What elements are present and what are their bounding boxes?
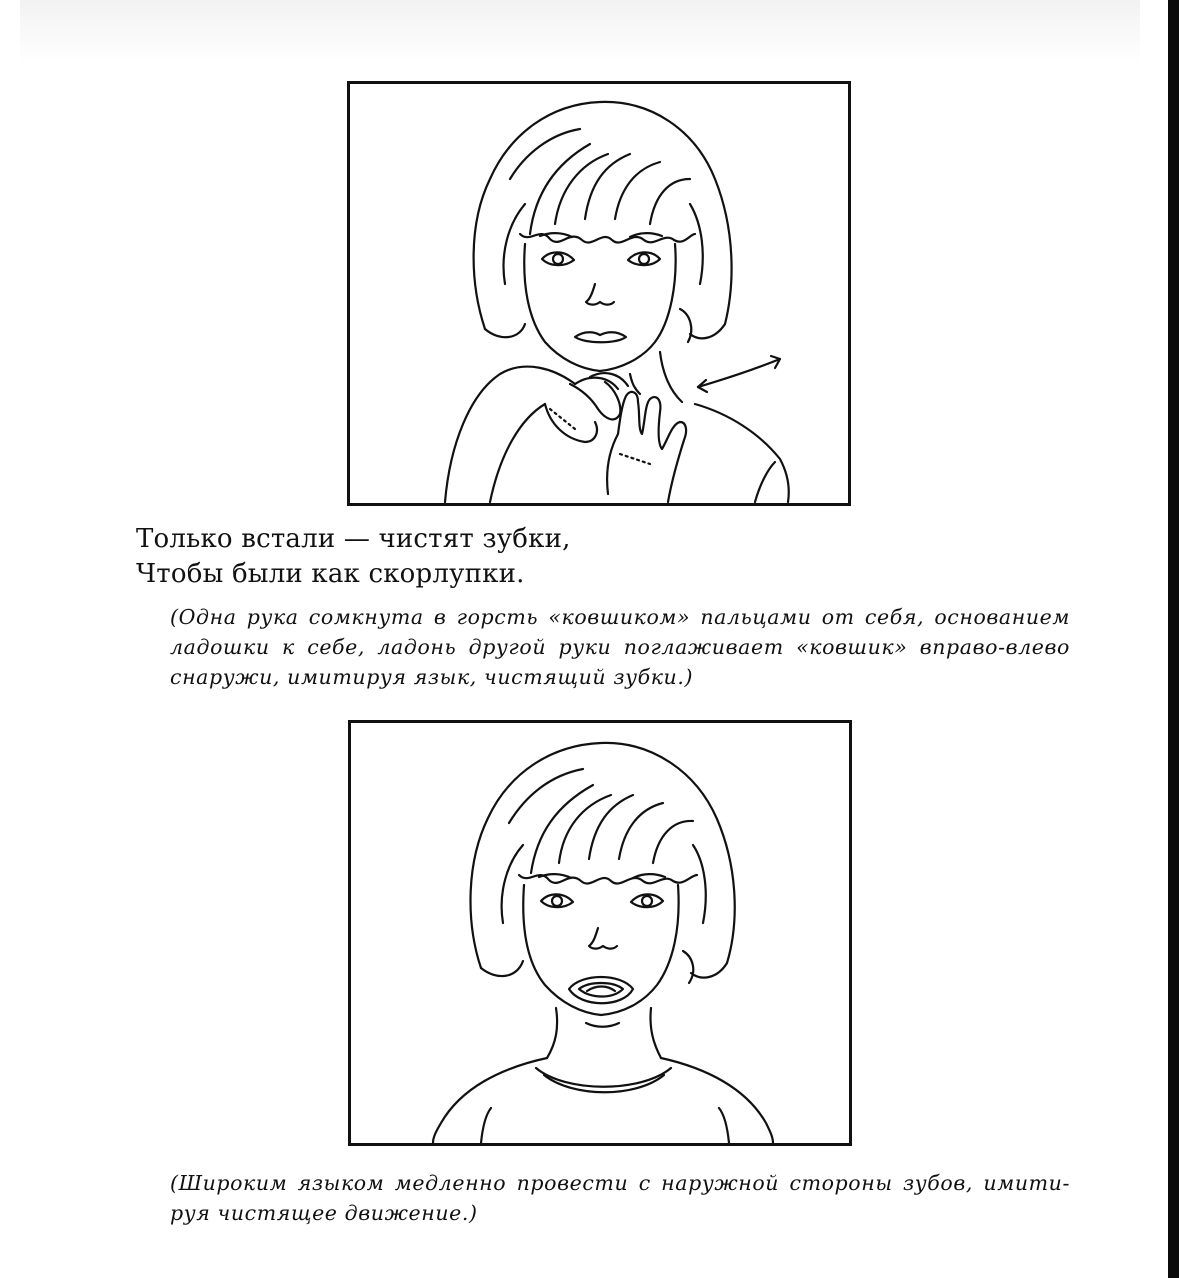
scan-shadow xyxy=(20,0,1140,64)
verse-line-2: Чтобы были как скорлупки. xyxy=(136,559,525,589)
illustration-1-frame xyxy=(347,81,851,506)
caption-2-line-1: (Широким языком медленно провести с наружной стороны зубов, имити- xyxy=(170,1171,1070,1195)
screen-edge xyxy=(1168,0,1179,1278)
verse xyxy=(136,522,571,592)
instruction-caption-2 xyxy=(170,1168,1070,1228)
instruction-caption-1 xyxy=(170,602,1070,692)
caption-1-line-2: ладошки к себе, ладонь другой руки поглаживает «ковшик» вправо-влево xyxy=(170,635,1070,659)
caption-2-line-2: руя чистящее движение.) xyxy=(170,1201,478,1225)
verse-line-1: Только встали — чистят зубки, xyxy=(136,524,571,554)
caption-1-line-1: (Одна рука сомкнута в горсть «ковшиком» пальцами от себя, основанием xyxy=(170,605,1070,629)
child-tongue-exercise-drawing xyxy=(351,723,849,1143)
caption-1-line-3: снаружи, имитируя язык, чистящий зубки.) xyxy=(170,665,694,689)
child-hand-gesture-drawing xyxy=(350,84,848,503)
illustration-2-frame xyxy=(348,720,852,1146)
